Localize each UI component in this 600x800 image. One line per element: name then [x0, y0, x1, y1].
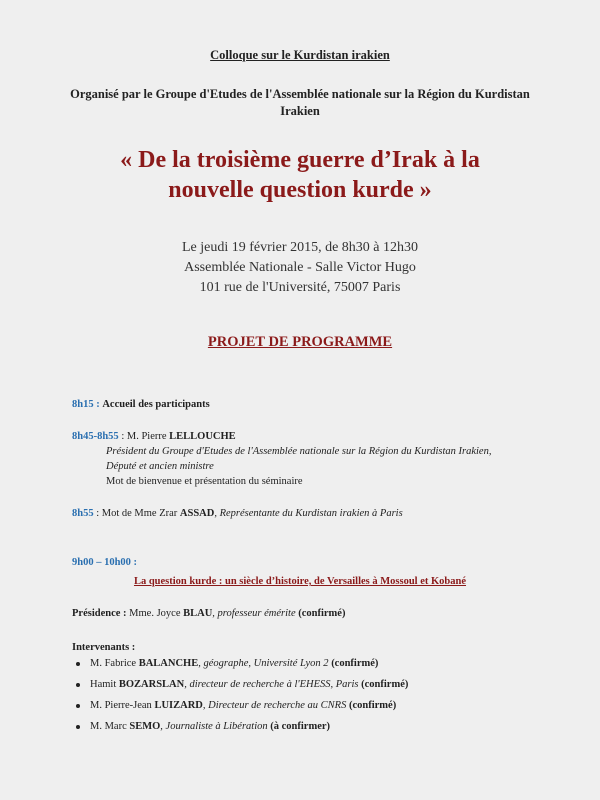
list-item [72, 719, 542, 734]
presidence-role: , professeur émérite [212, 608, 296, 619]
session-title: La question kurde : un siècle d’histoire, de Versailles à Mossoul et Kobané [133, 576, 467, 587]
main-title-line-2: nouvelle question kurde » [168, 177, 432, 203]
speaker-name: SEMO [129, 721, 161, 732]
speaker-prefix: M. Pierre [126, 431, 170, 442]
speaker-prefix: Hamit [90, 679, 119, 690]
agenda-item-lellouche [72, 429, 542, 489]
speaker-prefix: M. Marc [90, 721, 130, 732]
speaker-role: , Journaliste à Libération [160, 721, 268, 732]
speaker-role-line-2: Député et ancien ministre [106, 461, 214, 472]
speaker-role: , directeur de recherche à l'EHESS, Paris [184, 679, 359, 690]
agenda-text: Accueil des participants [102, 399, 210, 410]
agenda-separator: : [118, 431, 127, 442]
speaker-role: , Représentante du Kurdistan irakien à Paris [214, 508, 403, 519]
agenda-item-accueil [72, 397, 542, 412]
speaker-status: (confirmé) [328, 658, 379, 669]
speaker-status: (à confirmer) [267, 721, 331, 732]
speaker-prefix: M. Pierre-Jean [90, 700, 155, 711]
speaker-name: BOZARSLAN [118, 679, 185, 690]
presidence-status: (confirmé) [295, 608, 346, 619]
speaker-role: , Directeur de recherche au CNRS [202, 700, 347, 711]
list-item [72, 656, 542, 671]
speaker-name: LUIZARD [154, 700, 203, 711]
programme-title: PROJET DE PROGRAMME [207, 334, 393, 350]
presidence-prefix: Mme. Joyce [126, 608, 184, 619]
presidence-name: BLAU [183, 608, 213, 619]
agenda-time: 8h15 : [72, 399, 100, 410]
intervenants-label [72, 640, 542, 655]
speaker-prefix: Mot de Mme Zrar [101, 508, 180, 519]
speaker-prefix: M. Fabrice [90, 658, 139, 669]
main-title-line-1: « De la troisième guerre d’Irak à la [120, 147, 480, 173]
agenda-time: 9h00 – 10h00 : [72, 557, 138, 568]
speaker-name: LELLOUCHE [169, 431, 236, 442]
session-presidence [72, 606, 542, 621]
main-title [40, 145, 560, 205]
agenda-time: 8h45-8h55 [72, 431, 119, 442]
organiser-line: Organisé par le Groupe d'Etudes de l'Assemblée nationale sur la Région du Kurdistan Irakien [70, 87, 530, 118]
list-item [72, 698, 542, 713]
speaker-status: (confirmé) [358, 679, 409, 690]
agenda-time: 8h55 [72, 508, 94, 519]
speaker-status: (confirmé) [346, 700, 397, 711]
speakers-list [72, 656, 542, 740]
event-date: Le jeudi 19 février 2015, de 8h30 à 12h30 [182, 240, 418, 255]
colloque-heading: Colloque sur le Kurdistan irakien [210, 48, 390, 62]
agenda-separator: : [93, 508, 102, 519]
intervenants-label-text: Intervenants : [72, 642, 136, 653]
event-info [0, 238, 600, 298]
agenda-description: Mot de bienvenue et présentation du séminaire [106, 476, 303, 487]
presidence-label: Présidence : [72, 608, 127, 619]
speaker-role-line-1: Président du Groupe d'Etudes de l'Assemblée nationale sur la Région du Kurdistan Irakien, [106, 446, 492, 457]
speaker-name: BALANCHE [138, 658, 199, 669]
speaker-role: , géographe, Université Lyon 2 [198, 658, 329, 669]
event-venue: Assemblée Nationale - Salle Victor Hugo [184, 260, 416, 275]
agenda-item-assad [72, 506, 542, 521]
event-address: 101 rue de l'Université, 75007 Paris [199, 280, 401, 295]
list-item [72, 677, 542, 692]
speaker-name: ASSAD [179, 508, 215, 519]
session-time [72, 555, 542, 570]
